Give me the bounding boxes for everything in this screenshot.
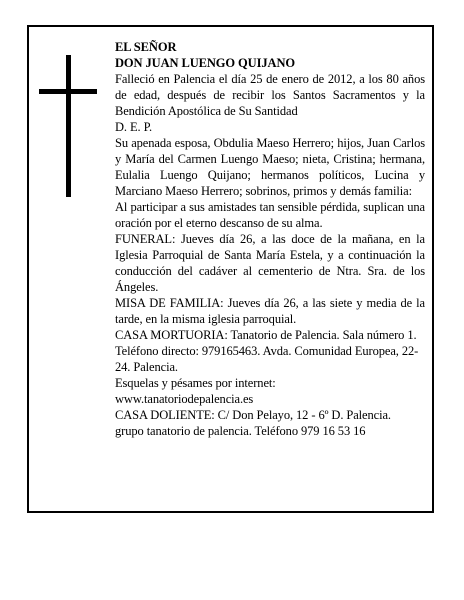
prayer-request: Al participar a sus amistades tan sensible pérdida, suplican una oración por el eterno descanso de su alma.	[115, 200, 425, 230]
website-link[interactable]: www.tanatoriodepalencia.es	[115, 392, 254, 406]
mourning-home-label: CASA DOLIENTE:	[115, 408, 215, 422]
funeral-text: Jueves día 26, a las doce de la mañana, en la Iglesia Parroquial de Santa María Estela, y a continuación la conducción del cadáver al cementerio de Ntra. Sra. de los Ángeles.	[115, 232, 425, 294]
family-mass-label: MISA DE FAMILIA:	[115, 296, 224, 310]
obituary-notice	[27, 25, 434, 513]
mourning-home-text: C/ Don Pelayo, 12 - 6º D. Palencia.	[217, 408, 391, 422]
mourning-home-paragraph	[115, 407, 425, 423]
notice-text	[115, 39, 425, 439]
rip-line: D. E. P.	[115, 120, 153, 134]
death-statement: Falleció en Palencia el día 25 de enero de 2012, a los 80 años de edad, después de recibir los Santos Sacramentos y la Bendición Apostólica de Su Santidad	[115, 72, 425, 118]
funeral-home-paragraph	[115, 327, 425, 375]
family-mass-paragraph	[115, 295, 425, 327]
title-line: EL SEÑOR	[115, 40, 177, 54]
footer-line: grupo tanatorio de palencia. Teléfono 979 16 53 16	[115, 424, 366, 438]
cross-horizontal-bar	[39, 89, 97, 94]
family-paragraph: Su apenada esposa, Obdulia Maeso Herrero; hijos, Juan Carlos y María del Carmen Luengo Maeso; nieta, Cristina; hermana, Eulalia Luengo Quijano; hermanos políticos, Lucina y Marciano Maeso Herrero; sobrinos, primos y demás familia:	[115, 136, 425, 198]
funeral-home-text: Tanatorio de Palencia. Sala número 1. Teléfono directo: 979165463. Avda. Comunidad Europea, 22-24. Palencia.	[115, 328, 419, 374]
family-mass-text: Jueves día 26, a las siete y media de la tarde, en la misma iglesia parroquial.	[115, 296, 425, 326]
deceased-name: DON JUAN LUENGO QUIJANO	[115, 56, 296, 70]
internet-label: Esquelas y pésames por internet:	[115, 376, 276, 390]
cross-vertical-bar	[66, 55, 71, 197]
funeral-home-label: CASA MORTUORIA:	[115, 328, 228, 342]
funeral-paragraph	[115, 231, 425, 295]
cross-icon	[39, 55, 97, 197]
funeral-label: FUNERAL:	[115, 232, 176, 246]
